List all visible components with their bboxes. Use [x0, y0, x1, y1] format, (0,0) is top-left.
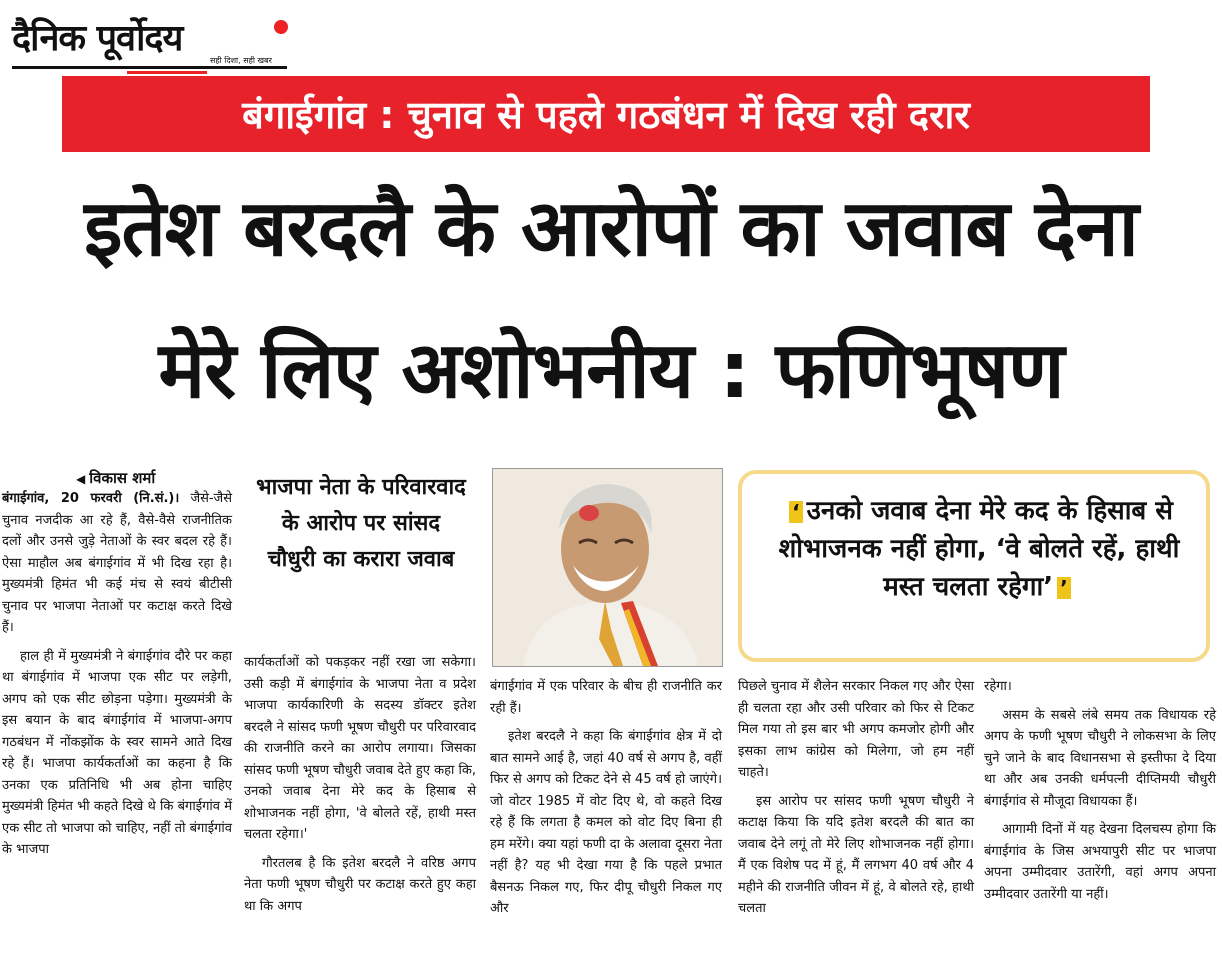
article-column-1 — [2, 488, 232, 868]
portrait-illustration — [493, 469, 722, 666]
article-column-2 — [244, 652, 476, 924]
masthead — [12, 8, 287, 72]
kicker-banner — [62, 76, 1150, 152]
portrait-photo — [492, 468, 723, 667]
pull-quote-box — [738, 470, 1210, 662]
column-3-paragraph-1: बंगाईगांव में एक परिवार के बीच ही राजनीति कर रही हैं। — [490, 679, 722, 716]
masthead-rule — [12, 66, 287, 69]
column-1-paragraph-1 — [2, 488, 232, 639]
quote-open-mark-icon: ‘ — [789, 501, 803, 523]
pull-quote — [764, 492, 1194, 606]
column-1-paragraph-1-text: जैसे-जैसे चुनाव नजदीक आ रहे हैं, वैसे-वैसे राजनीतिक दलों और उनसे जुड़े नेताओं के स्वर बदल रहे हैं। ऐसा माहौल अब बंगाईगांव में भी दिख रहा है। मुख्यमंत्री हिमंत भी कई मंच से स्वयं बीटीसी चुनाव पर भाजपा नेताओं पर कटाक्ष करते दिखे हैं। — [2, 491, 232, 635]
article-column-5 — [984, 676, 1216, 912]
kicker-text: बंगाईगांव : चुनाव से पहले गठबंधन में दिख रही दरार — [242, 93, 970, 137]
masthead-title: दैनिक पूर्वोदय — [12, 18, 183, 59]
column-3-paragraph-2: इतेश बरदलै ने कहा कि बंगाईगांव क्षेत्र में दो बात सामने आई है, जहां 40 वर्ष से अगप है, वहीं फिर से अगप को टिकट देने से 45 वर्ष हो जाएंगे। जो वोटर 1985 में वोट दिए थे, वो कहते दिख रहे हैं कि लगता है कमल को वोट दिए बिना ही हम मरेंगे। क्या यहां फणी दा के अलावा दूसरा नेता नहीं है? यह भी देखा गया है कि पहले प्रभात बैसनऊ निकल गए, फिर दीपू चौधुरी निकल गए और — [490, 729, 722, 916]
column-5-paragraph-1: रहेगा। — [984, 679, 1012, 694]
article-column-3 — [490, 676, 722, 927]
subheadline: भाजपा नेता के परिवारवाद के आरोप पर सांसद चौधुरी का करारा जवाब — [256, 475, 466, 572]
column-5-paragraph-3: आगामी दिनों में यह देखना दिलचस्प होगा कि बंगाईगांव के जिस अभयापुरी सीट पर भाजपा अपना उम्मीदवार उतारेंगी, वहां अगप अपना उम्मीदवार उतारेंगी या नहीं। — [984, 822, 1216, 902]
masthead-red-bar — [127, 71, 207, 74]
column-4-paragraph-1: पिछले चुनाव में शैलेन सरकार निकल गए और ऐसा ही चलता रहा और उसी परिवार को फिर से टिकट मिल गया तो इस बार भी अगप कमजोर होगी और इसका लाभ कांग्रेस को मिलेगा, जो हम नहीं चाहते। — [738, 679, 974, 780]
byline-triangle-icon: ◀ — [76, 472, 86, 486]
column-1-paragraph-2: हाल ही में मुख्यमंत्री ने बंगाईगांव दौरे पर कहा था बंगाईगांव में भाजपा एक सीट पर लड़ेगी, अगप को एक सीट छोड़ना पड़ेगा। मुख्यमंत्री के इस बयान के बाद बंगाईगांव में भाजपा-अगप गठबंधन में नोंकझोंक के स्वर सामने आते दिख रहे हैं। भाजपा कार्यकर्ताओं का कहना है कि उनका एक प्रतिनिधि भी अब होना चाहिए मुख्यमंत्री हिमंत भी कहते दिखे थे कि बंगाईगांव में एक सीट तो भाजपा को चाहिए, नहीं तो बंगाईगांव के भाजपा — [2, 648, 232, 857]
quote-close-mark-icon: ’ — [1057, 577, 1071, 599]
byline-author: विकास शर्मा — [89, 469, 156, 487]
headline-line-2: मेरे लिए अशोभनीय : फणिभूषण — [158, 326, 1064, 416]
byline — [76, 468, 155, 488]
pull-quote-text: उनको जवाब देना मेरे कद के हिसाब से शोभाजनक नहीं होगा, ‘वे बोलते रहें, हाथी मस्त चलता रहेगा’ — [778, 496, 1180, 602]
headline-line-1: इतेश बरदलै के आरोपों का जवाब देना — [84, 184, 1138, 274]
column-5-paragraph-2: असम के सबसे लंबे समय तक विधायक रहे अगप के फणी भूषण चौधुरी ने लोकसभा के लिए चुने जाने के बाद विधानसभा से इस्तीफा दे दिया था और अब उनकी धर्मपत्नी दीप्तिमयी चौधुरी बंगाईगांव से मौजूदा विधायका हैं। — [984, 707, 1216, 809]
article-column-4 — [738, 676, 974, 927]
masthead-tagline: सही दिशा, सही खबर — [210, 56, 272, 65]
column-4-paragraph-2: इस आरोप पर सांसद फणी भूषण चौधुरी ने कटाक्ष किया कि यदि इतेश बरदलै की बात का जवाब देने लगूं तो मेरे लिए शोभाजनक नहीं होगा। मैं एक विशेष पद में हूं, मैं लगभग 40 वर्ष और 4 महीने की राजनीति जीवन में हूं, वे बोलते रहे, हाथी चलता — [738, 793, 974, 916]
column-2-paragraph-2: गौरतलब है कि इतेश बरदलै ने वरिष्ठ अगप नेता फणी भूषण चौधुरी पर कटाक्ष करते हुए कहा था कि अगप — [244, 855, 476, 914]
column-2-paragraph-1: कार्यकर्ताओं को पकड़कर नहीं रखा जा सकेगा। उसी कड़ी में बंगाईगांव के भाजपा नेता व प्रदेश भाजपा कार्यकारिणी के सदस्य डॉक्टर इतेश बरदलै ने सांसद फणी भूषण चौधुरी पर परिवारवाद की राजनीति करने का आरोप लगाया। जिसका सांसद फणी भूषण चौधुरी जवाब देते हुए कहा कि, उनको जवाब देना मेरे कद के हिसाब से शोभाजनक नहीं होगा, 'वे बोलते रहें, हाथी मस्त चलता रहेगा।' — [244, 655, 476, 842]
dateline: बंगाईगांव, 20 फरवरी (नि.सं.)। — [2, 491, 180, 506]
masthead-red-dot-icon — [274, 20, 288, 34]
